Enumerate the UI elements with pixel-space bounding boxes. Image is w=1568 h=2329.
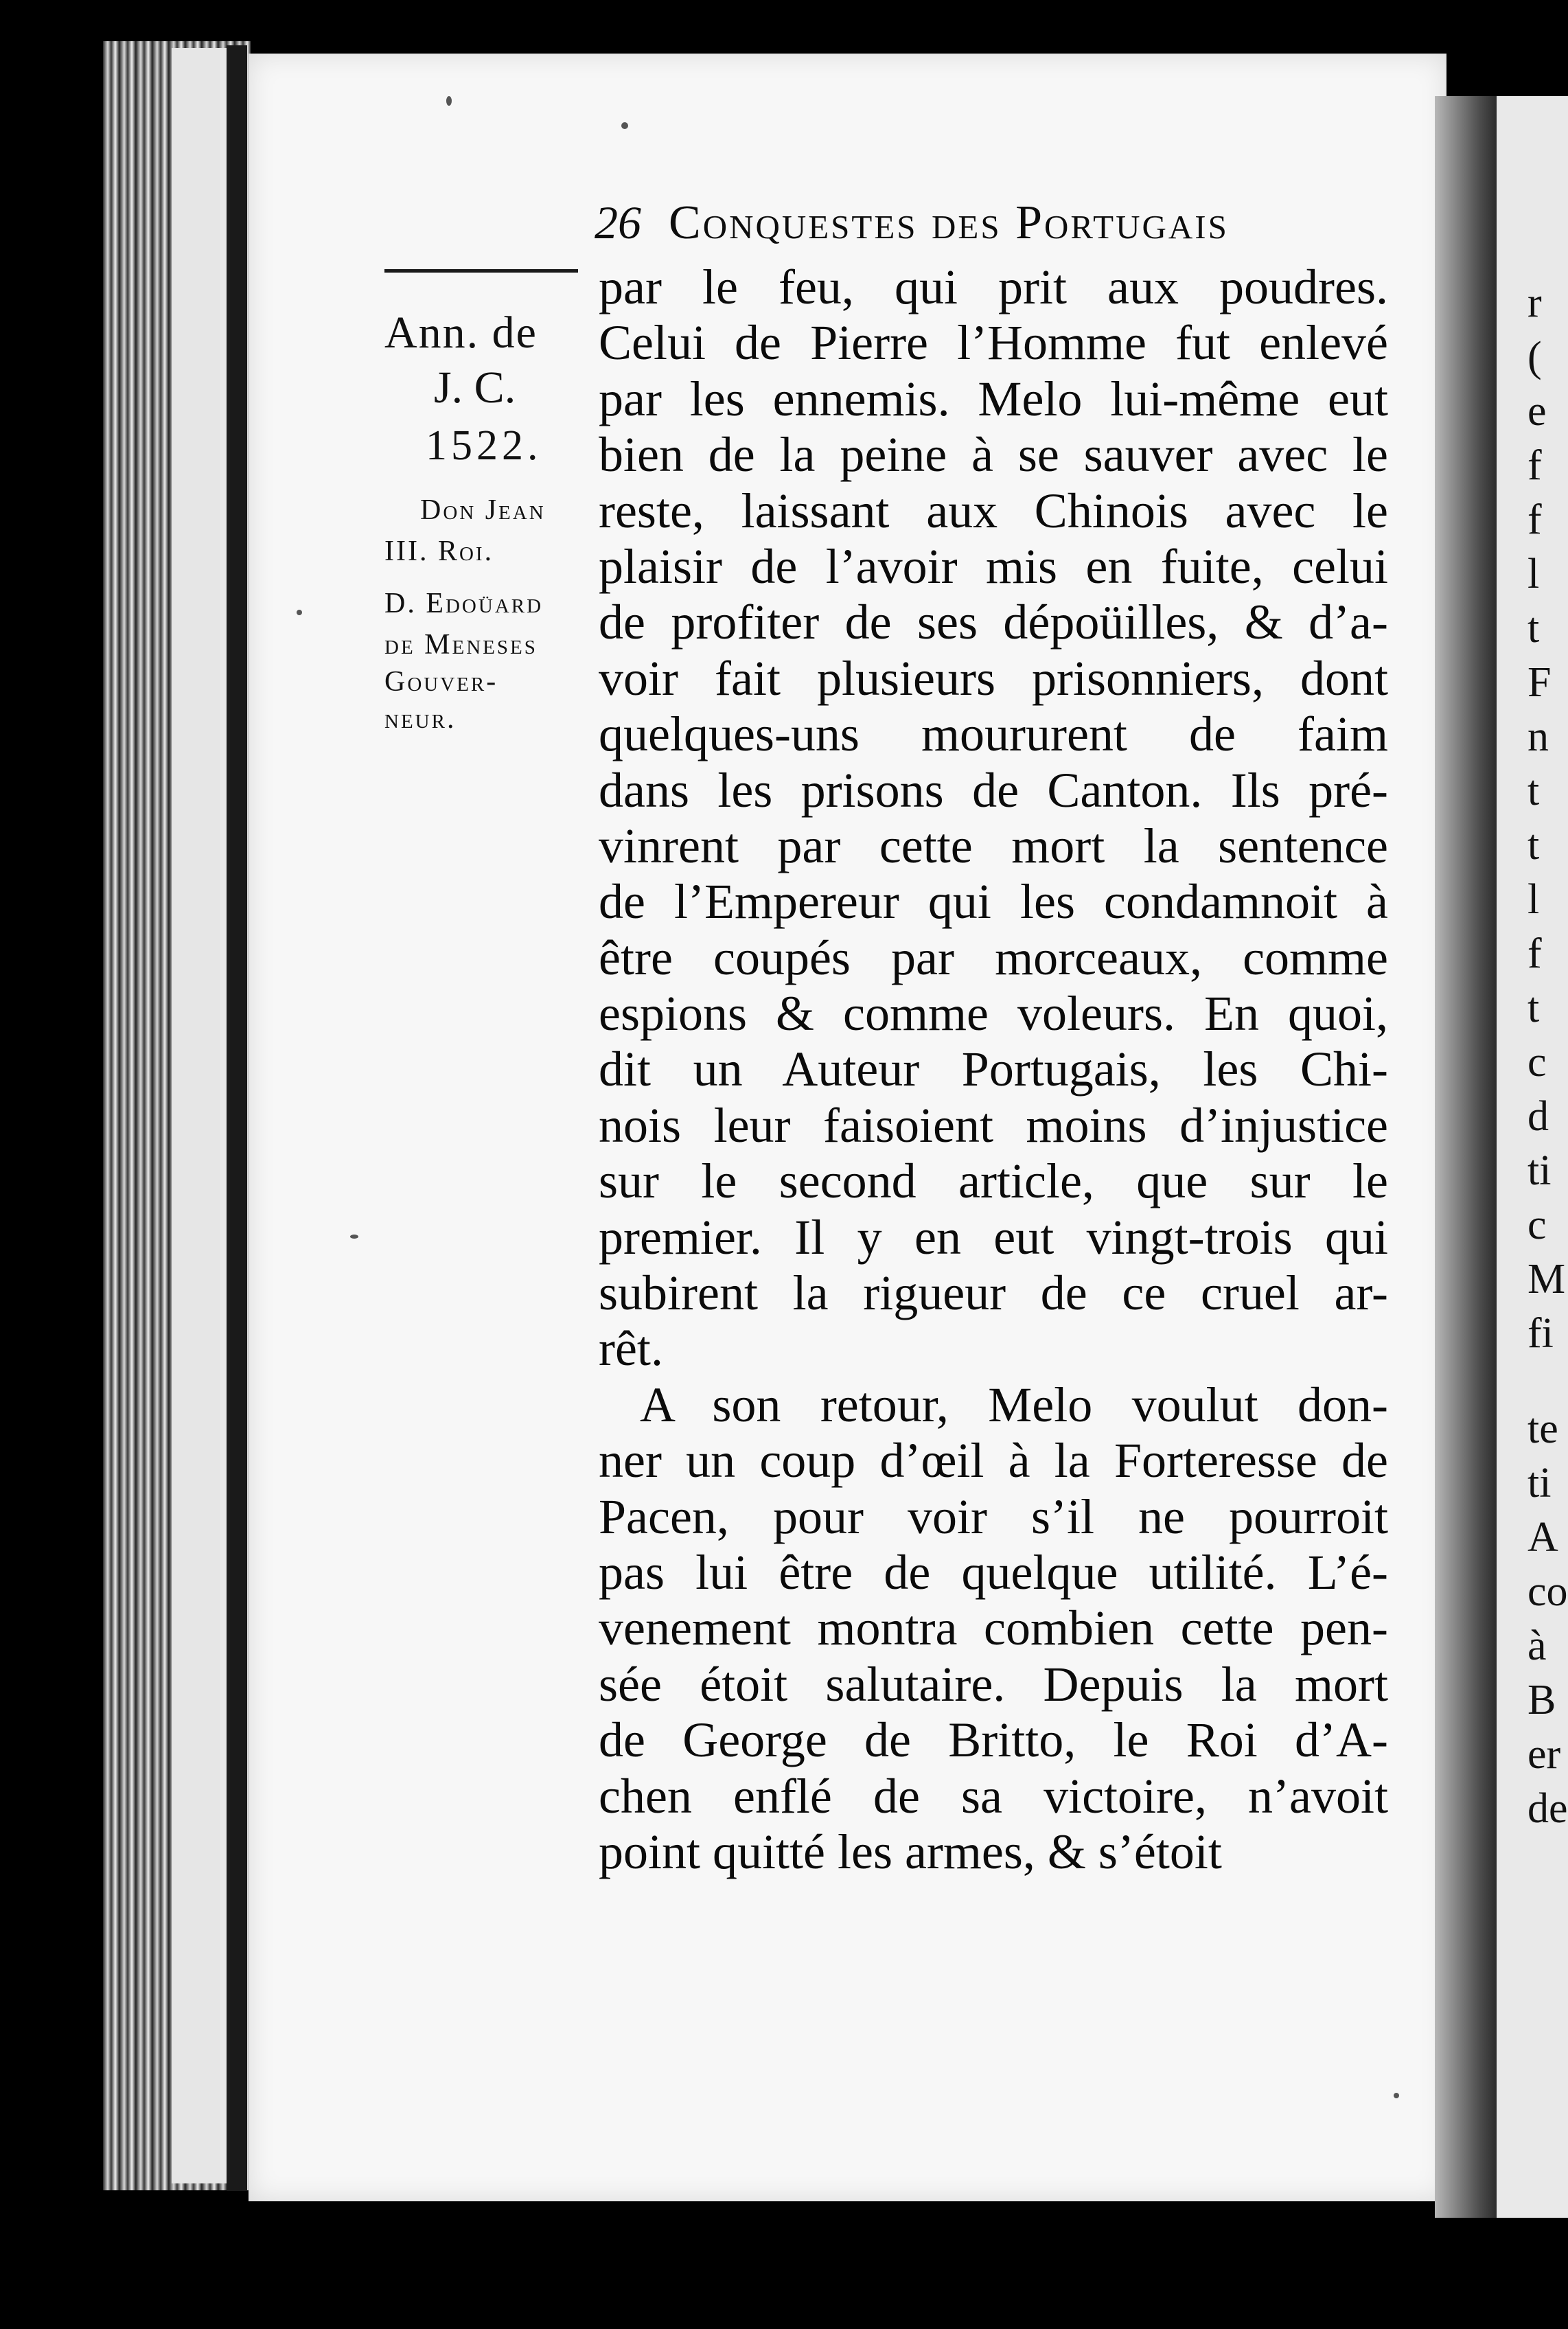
text-line: pas lui être de quelque utilité. L’é-: [599, 1544, 1388, 1600]
text-line: Celui de Pierre l’Homme fut enlevé: [599, 315, 1388, 371]
facing-letter: l: [1527, 876, 1540, 923]
speck: [446, 96, 452, 106]
speck: [350, 1235, 358, 1239]
text-line: sur le second article, que sur le: [599, 1154, 1388, 1209]
text-line: A son retour, Melo voulut don-: [640, 1377, 1388, 1432]
text-line: bien de la peine à se sauver avec le: [599, 427, 1388, 483]
facing-letter: t: [1527, 605, 1540, 652]
text-line: ner un coup d’œil à la Forteresse de: [599, 1433, 1388, 1489]
speck: [297, 610, 302, 615]
margin-governor-line-1: D. Edoüard: [384, 588, 544, 619]
running-title: Conquestes des Portugais: [669, 196, 1229, 249]
page-number: 26: [595, 196, 641, 249]
facing-letter: er: [1527, 1731, 1561, 1778]
margin-king-line-1: Don Jean: [420, 494, 546, 526]
text-line: de l’Empereur qui les condamnoit à: [599, 874, 1388, 930]
page-edge-shadow: [227, 45, 247, 2191]
text-line: de profiter de ses dépoüilles, & d’a-: [599, 595, 1388, 650]
facing-letter: t: [1527, 822, 1540, 869]
facing-letter: d: [1527, 1093, 1549, 1140]
margin-king-line-2: III. Roi.: [384, 536, 494, 567]
text-line: voir fait plusieurs prisonniers, dont: [599, 650, 1388, 706]
speck: [621, 122, 628, 129]
margin-year-label: Ann. de: [384, 308, 538, 358]
text-line: point quitté les armes, & s’étoit: [599, 1824, 1222, 1879]
text-line: dit un Auteur Portugais, les Chi-: [599, 1042, 1388, 1097]
text-line: rêt.: [599, 1321, 663, 1377]
text-line: chen enflé de sa victoire, n’avoit: [599, 1768, 1388, 1824]
page-edges-highlight: [172, 48, 227, 2183]
margin-governor-line-3: Gouver-: [384, 666, 498, 698]
text-line: espions & comme voleurs. En quoi,: [599, 986, 1388, 1042]
text-line: premier. Il y en eut vingt-trois qui: [599, 1209, 1388, 1265]
running-head: [595, 196, 1377, 257]
text-line: Pacen, pour voir s’il ne pourroit: [599, 1489, 1388, 1544]
facing-letter: c: [1527, 1202, 1547, 1248]
facing-letter: t: [1527, 985, 1540, 1031]
facing-letter: B: [1527, 1677, 1556, 1723]
facing-letter: l: [1527, 551, 1540, 597]
facing-letter: co: [1527, 1568, 1568, 1615]
margin-rule: [384, 269, 578, 273]
text-line: reste, laissant aux Chinois avec le: [599, 483, 1388, 538]
facing-letter: c: [1527, 1039, 1547, 1086]
text-line: par les ennemis. Melo lui-même eut: [599, 371, 1388, 426]
facing-letter: ti: [1527, 1147, 1552, 1194]
margin-era-label: J. C.: [434, 363, 516, 413]
facing-letter: f: [1527, 496, 1542, 543]
facing-letter: r: [1527, 279, 1542, 326]
facing-letter: fi: [1527, 1310, 1554, 1357]
text-line: nois leur faisoient moins d’injustice: [599, 1097, 1388, 1153]
text-line: par le feu, qui prit aux poudres.: [599, 260, 1388, 314]
text-line: plaisir de l’avoir mis en fuite, celui: [599, 538, 1388, 594]
facing-letter: n: [1527, 713, 1549, 760]
text-line: venement montra combien cette pen-: [599, 1601, 1388, 1656]
facing-letter: (: [1527, 334, 1542, 380]
text-line: subirent la rigueur de ce cruel ar-: [599, 1265, 1388, 1321]
text-line: quelques-uns moururent de faim: [599, 707, 1388, 762]
margin-governor-line-4: neur.: [384, 703, 457, 735]
facing-letter: à: [1527, 1622, 1547, 1669]
facing-letter: e: [1527, 388, 1547, 435]
facing-letter: f: [1527, 930, 1542, 977]
body-text: [599, 260, 1388, 1880]
text-line: vinrent par cette mort la sentence: [599, 818, 1388, 873]
text-line: sée étoit salutaire. Depuis la mort: [599, 1656, 1388, 1712]
facing-letter: F: [1527, 659, 1552, 706]
speck: [1394, 2093, 1399, 2098]
facing-letter: f: [1527, 442, 1542, 489]
facing-letter: te: [1527, 1406, 1558, 1452]
margin-year: 1522.: [426, 422, 542, 469]
facing-letter: ti: [1527, 1460, 1552, 1506]
margin-governor-line-2: de Meneses: [384, 629, 538, 661]
text-line: de George de Britto, le Roi d’A-: [599, 1712, 1388, 1768]
facing-letter: t: [1527, 768, 1540, 814]
facing-letter: A: [1527, 1514, 1558, 1561]
facing-letter: de: [1527, 1785, 1568, 1832]
facing-letter: M: [1527, 1256, 1566, 1303]
text-line: être coupés par morceaux, comme: [599, 930, 1388, 985]
text-line: dans les prisons de Canton. Ils pré-: [599, 762, 1388, 818]
